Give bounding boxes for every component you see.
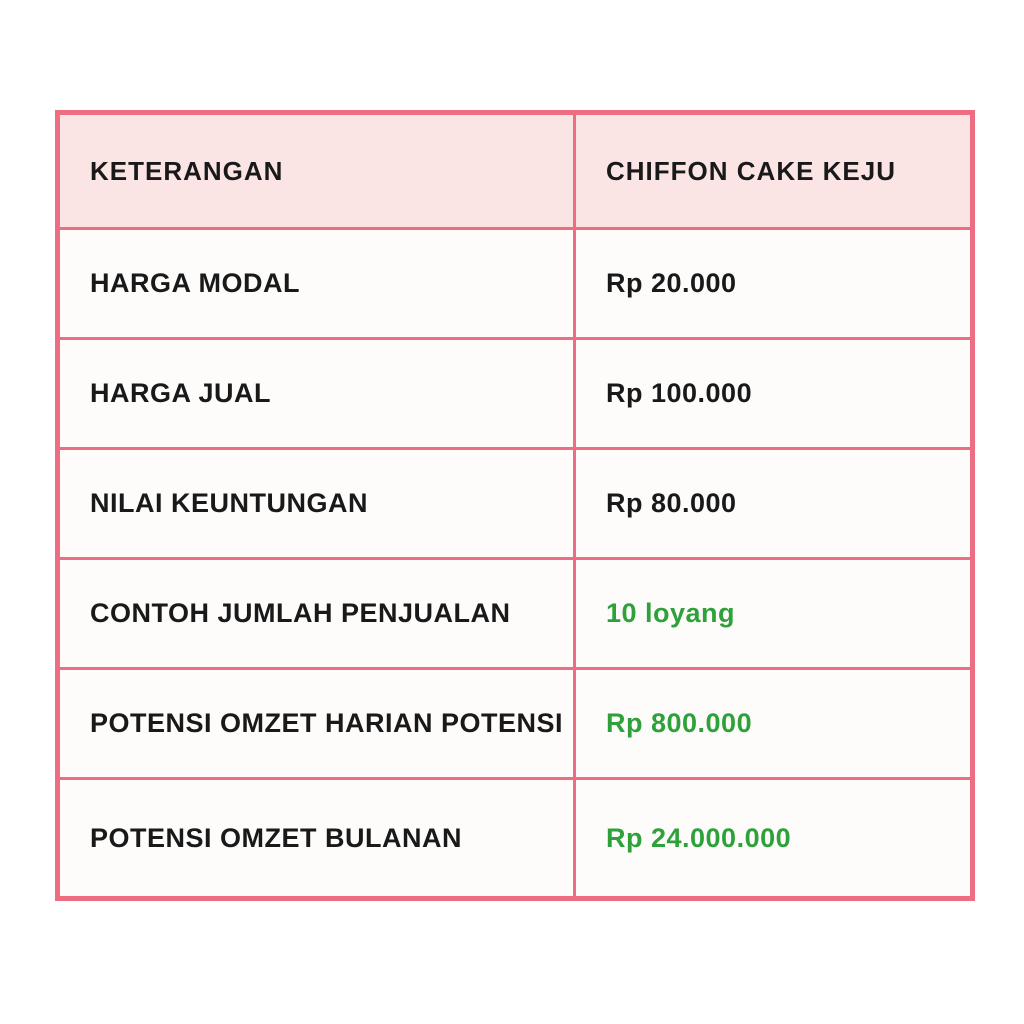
header-cell-keterangan: KETERANGAN	[58, 113, 575, 229]
table-row-harga-modal	[58, 229, 973, 339]
header-cell-product: CHIFFON CAKE KEJU	[575, 113, 973, 229]
table-row-potensi-omzet-harian	[58, 669, 973, 779]
row-value: 10 loyang	[575, 559, 973, 669]
row-value: Rp 100.000	[575, 339, 973, 449]
row-label: HARGA JUAL	[58, 339, 575, 449]
header-row	[58, 113, 973, 229]
row-value: Rp 20.000	[575, 229, 973, 339]
row-label: POTENSI OMZET HARIAN POTENSI	[58, 669, 575, 779]
row-label: HARGA MODAL	[58, 229, 575, 339]
row-value: Rp 24.000.000	[575, 779, 973, 899]
row-value: Rp 800.000	[575, 669, 973, 779]
row-label: CONTOH JUMLAH PENJUALAN	[58, 559, 575, 669]
table-row-potensi-omzet-bulanan	[58, 779, 973, 899]
table-row-harga-jual	[58, 339, 973, 449]
pricing-table	[55, 110, 975, 901]
table-row-contoh-jumlah-penjualan	[58, 559, 973, 669]
row-label: NILAI KEUNTUNGAN	[58, 449, 575, 559]
row-value: Rp 80.000	[575, 449, 973, 559]
pricing-table-container	[55, 110, 975, 901]
row-label: POTENSI OMZET BULANAN	[58, 779, 575, 899]
table-row-nilai-keuntungan	[58, 449, 973, 559]
